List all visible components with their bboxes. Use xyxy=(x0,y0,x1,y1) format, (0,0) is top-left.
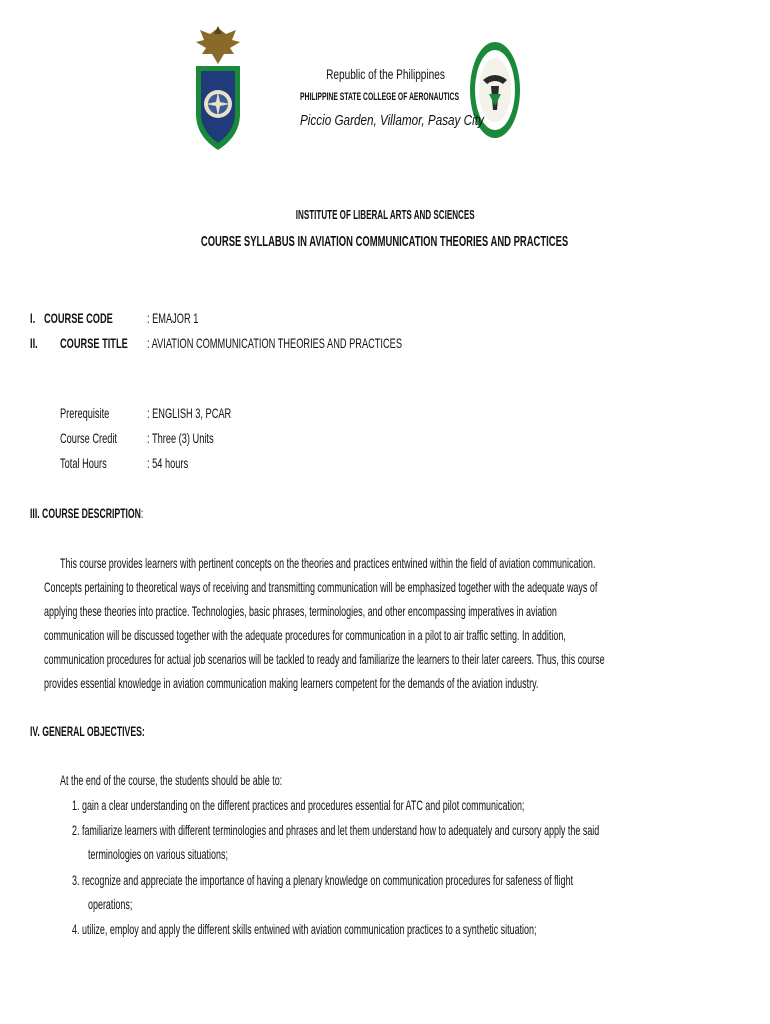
description-line: applying these theories into practice. Technologies, basic phrases, terminologies, and other encompassing imperatives in aviation xyxy=(44,603,557,619)
prerequisite-value: : ENGLISH 3, PCAR xyxy=(147,405,232,421)
course-credit-label: Course Credit xyxy=(60,430,118,446)
course-title-number: II. xyxy=(30,335,38,351)
total-hours-value: : 54 hours xyxy=(147,455,189,471)
college-name: PHILIPPINE STATE COLLEGE OF AERONAUTICS xyxy=(300,91,460,103)
objective-item: 1. gain a clear understanding on the different practices and procedures essential for ATC and pilot communication; xyxy=(72,797,525,813)
objectives-intro: At the end of the course, the students should be able to: xyxy=(60,772,283,788)
objective-item-continued: terminologies on various situations; xyxy=(88,846,228,862)
objective-item-continued: operations; xyxy=(88,896,133,912)
description-line: Concepts pertaining to theoretical ways of receiving and transmitting communication will be emphasized together with the adequate ways of xyxy=(44,579,598,595)
description-line: This course provides learners with pertinent concepts on the theories and practices entwined within the field of aviation communication. xyxy=(60,555,596,571)
objective-item: 4. utilize, employ and apply the different skills entwined with aviation communication practices to a synthetic situation; xyxy=(72,921,537,937)
prerequisite-label: Prerequisite xyxy=(60,405,110,421)
objective-item: 2. familiarize learners with different terminologies and phrases and let them understand how to adequately and cursory apply the said xyxy=(72,822,600,838)
course-description-heading: III. COURSE DESCRIPTION: xyxy=(30,505,144,521)
republic-line: Republic of the Philippines xyxy=(325,66,445,82)
course-code-label: COURSE CODE xyxy=(44,310,113,326)
description-line: communication procedures for actual job scenarios will be tackled to ready and familiarize the learners to their later careers. Thus, this course xyxy=(44,651,605,667)
objective-item: 3. recognize and appreciate the importance of having a plenary knowledge on communication procedures for safeness of flight xyxy=(72,872,574,888)
description-line: communication will be discussed together with the adequate procedures for communication in a pilot to air traffic setting. In addition, xyxy=(44,627,566,643)
institute-name: INSTITUTE OF LIBERAL ARTS AND SCIENCES xyxy=(295,207,475,222)
philsca-eagle-logo xyxy=(192,24,244,152)
course-description-body xyxy=(44,551,742,695)
total-hours-label: Total Hours xyxy=(60,455,107,471)
general-objectives-heading: IV. GENERAL OBJECTIVES: xyxy=(30,723,145,739)
course-code-value: : EMAJOR 1 xyxy=(147,310,199,326)
syllabus-title: COURSE SYLLABUS IN AVIATION COMMUNICATION THEORIES AND PRACTICES xyxy=(201,233,569,250)
description-line: provides essential knowledge in aviation communication making learners competent for the demands of the aviation industry. xyxy=(44,675,539,691)
college-address: Piccio Garden, Villamor, Pasay City xyxy=(300,112,484,129)
course-code-number: I. xyxy=(30,310,36,326)
course-title-value: : AVIATION COMMUNICATION THEORIES AND PRACTICES xyxy=(147,335,402,351)
course-credit-value: : Three (3) Units xyxy=(147,430,214,446)
course-title-label: COURSE TITLE xyxy=(60,335,128,351)
